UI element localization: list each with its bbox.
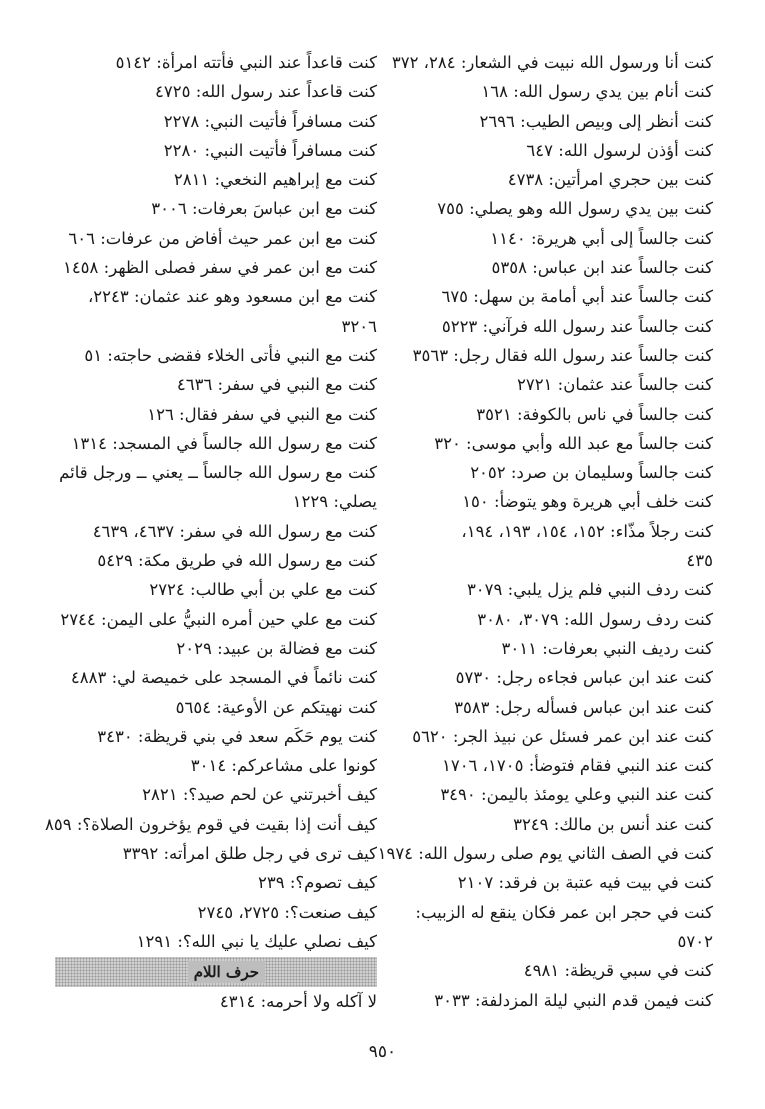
- index-entry: كنت في حجر ابن عمر فكان ينقع له الزبيب:: [415, 902, 713, 922]
- index-entry: كنت نائماً في المسجد على خميصة لي: ٤٨٨٣: [70, 668, 377, 688]
- index-entry: كنت مع النبي في سفر: ٤٦٣٦: [176, 375, 377, 395]
- index-entry: كنت مع رسول الله جالساً ــ يعني ــ ورجل قائم: [59, 463, 377, 483]
- index-entry-continuation: يصلي: ١٢٢٩: [292, 492, 377, 512]
- index-entry: كنت عند ابن عمر فسئل عن نبيذ الجر: ٥٦٢٠: [412, 726, 713, 746]
- index-entry: كنت مع النبي في سفر فقال: ١٢٦: [147, 404, 377, 424]
- index-entry: كنت جالساً عند رسول الله فقال رجل: ٣٥٦٣: [412, 345, 713, 365]
- index-entry: كنت بين يدي رسول الله وهو يصلي: ٧٥٥: [437, 199, 713, 219]
- index-entry: كنت مع ابن عباسَ بعرفات: ٣٠٠٦: [151, 199, 377, 219]
- index-entry: كيف تصوم؟: ٢٣٩: [258, 873, 377, 893]
- index-entry: كنت عند ابن عباس فجاءه رجل: ٥٧٣٠: [455, 668, 713, 688]
- index-entry: كنت فيمن قدم النبي ليلة المزدلفة: ٣٠٣٣: [434, 990, 713, 1010]
- index-entry: كنت مع ابن مسعود وهو عند عثمان: ٢٢٤٣،: [87, 287, 377, 307]
- index-entry: كيف ترى في رجل طلق امرأته: ٣٣٩٢: [122, 844, 377, 864]
- index-entry: كنت مع رسول الله جالساً في المسجد: ١٣١٤: [71, 433, 377, 453]
- index-entry: كنت عند أنس بن مالك: ٣٢٤٩: [513, 814, 713, 834]
- index-entry: كنت عند النبي فقام فتوضأ: ١٧٠٥، ١٧٠٦: [441, 756, 713, 776]
- index-entry: كنت عند ابن عباس فسأله رجل: ٣٥٨٣: [454, 697, 713, 717]
- index-entry: كنت مع ابن عمر حيث أفاض من عرفات: ٦٠٦: [68, 228, 377, 248]
- index-entry: كنت مع النبي فأتى الخلاء فقضى حاجته: ٥١: [84, 345, 377, 365]
- index-entry: كنت جالساً في ناس بالكوفة: ٣٥٢١: [476, 404, 713, 424]
- index-entry: كنت ردف النبي فلم يزل يلبي: ٣٠٧٩: [466, 580, 713, 600]
- index-entry: كنت أنام بين يدي رسول الله: ١٦٨: [481, 82, 713, 102]
- index-entry: كنت أنظر إلى وبيص الطيب: ٢٦٩٦: [479, 111, 713, 131]
- index-entry: كنت مع علي حين أمره النبيُّ على اليمن: ٢٧٤٤: [60, 609, 377, 629]
- index-entry: كنت جالساً عند ابن عباس: ٥٣٥٨: [491, 258, 713, 278]
- page-number: ٩٥٠: [368, 1042, 397, 1062]
- index-entry: كنت مع ابن عمر في سفر فصلى الظهر: ١٤٥٨: [62, 258, 377, 278]
- index-entry: كنت قاعداً عند النبي فأتته امرأة: ٥١٤٢: [115, 53, 377, 72]
- index-entry: كنت جالساً مع عبد الله وأبي موسى: ٣٢٠: [434, 433, 713, 453]
- index-entry: كنت رجلاً مذّاء: ١٥٢، ١٥٤، ١٩٣، ١٩٤،: [461, 521, 713, 541]
- index-entry: كنت مسافراً فأتيت النبي: ٢٢٨٠: [163, 140, 377, 160]
- index-entry: كنت مسافراً فأتيت النبي: ٢٢٧٨: [163, 111, 377, 131]
- index-entry: كيف نصلي عليك يا نبي الله؟: ١٢٩١: [136, 931, 377, 951]
- index-entry-continuation: ٤٣٥: [686, 551, 713, 571]
- index-entry: كنت جالساً عند أبي أمامة بن سهل: ٦٧٥: [441, 287, 713, 307]
- index-entry: كنت جالساً عند عثمان: ٢٧٢١: [516, 375, 713, 395]
- index-entry: كنت بين حجري امرأتين: ٤٧٣٨: [507, 170, 713, 190]
- left-column: [45, 48, 377, 1017]
- index-entry: كيف صنعت؟: ٢٧٢٥، ٢٧٤٥: [197, 902, 377, 922]
- index-entry: كنت خلف أبي هريرة وهو يتوضأ: ١٥٠: [462, 492, 713, 512]
- index-entry: كنت مع علي بن أبي طالب: ٢٧٢٤: [149, 580, 377, 600]
- index-entry: كنت مع إبراهيم النخعي: ٢٨١١: [173, 170, 377, 190]
- index-entry: كنت أؤذن لرسول الله: ٦٤٧: [526, 140, 713, 160]
- index-entry-continuation: ٥٧٠٢: [677, 931, 713, 951]
- index-entry: كنت نهيتكم عن الأوعية: ٥٦٥٤: [175, 697, 377, 717]
- index-entry: لا آكله ولا أحرمه: ٤٣١٤: [219, 992, 377, 1012]
- index-entry: كنت في الصف الثاني يوم صلى رسول الله: ١٩٧٤: [377, 844, 713, 864]
- index-entry: كنت مع فضالة بن عبيد: ٢٠٢٩: [176, 638, 377, 658]
- section-header-label: حرف اللام: [188, 961, 265, 983]
- index-entry: كنت جالساً وسليمان بن صرد: ٢٠٥٢: [470, 463, 713, 483]
- section-header: [55, 957, 377, 987]
- index-entry: كنت جالساً إلى أبي هريرة: ١١٤٠: [490, 228, 713, 248]
- index-entry-continuation: ٣٢٠٦: [341, 316, 377, 336]
- index-entry: كيف أنت إذا بقيت في قوم يؤخرون الصلاة؟: ٨٥٩: [45, 814, 377, 834]
- index-entry: كنت أنا ورسول الله نبيت في الشعار: ٢٨٤، ٣٧٢: [391, 53, 713, 72]
- index-entry: كيف أخبرتني عن لحم صيد؟: ٢٨٢١: [142, 785, 377, 805]
- right-column: [375, 48, 713, 1015]
- index-entry: كنت مع رسول الله في طريق مكة: ٥٤٢٩: [97, 551, 377, 571]
- index-entry: كنت في سبي قريظة: ٤٩٨١: [523, 961, 713, 981]
- index-entry: كنت مع رسول الله في سفر: ٤٦٣٧، ٤٦٣٩: [92, 521, 377, 541]
- index-entry: كنت جالساً عند رسول الله فرآني: ٥٢٢٣: [441, 316, 713, 336]
- index-entry: كنت قاعداً عند رسول الله: ٤٧٢٥: [155, 82, 377, 102]
- index-entry: كنت عند النبي وعلي يومئذ باليمن: ٣٤٩٠: [440, 785, 713, 805]
- index-entry: كنت رديف النبي بعرفات: ٣٠١١: [501, 638, 713, 658]
- index-entry: كونوا على مشاعركم: ٣٠١٤: [190, 756, 377, 776]
- index-entry: كنت في بيت فيه عتبة بن فرقد: ٢١٠٧: [457, 873, 713, 893]
- index-entry: كنت يوم حَكَم سعد في بني قريظة: ٣٤٣٠: [97, 726, 377, 746]
- index-entry: كنت ردف رسول الله: ٣٠٧٩، ٣٠٨٠: [477, 609, 713, 629]
